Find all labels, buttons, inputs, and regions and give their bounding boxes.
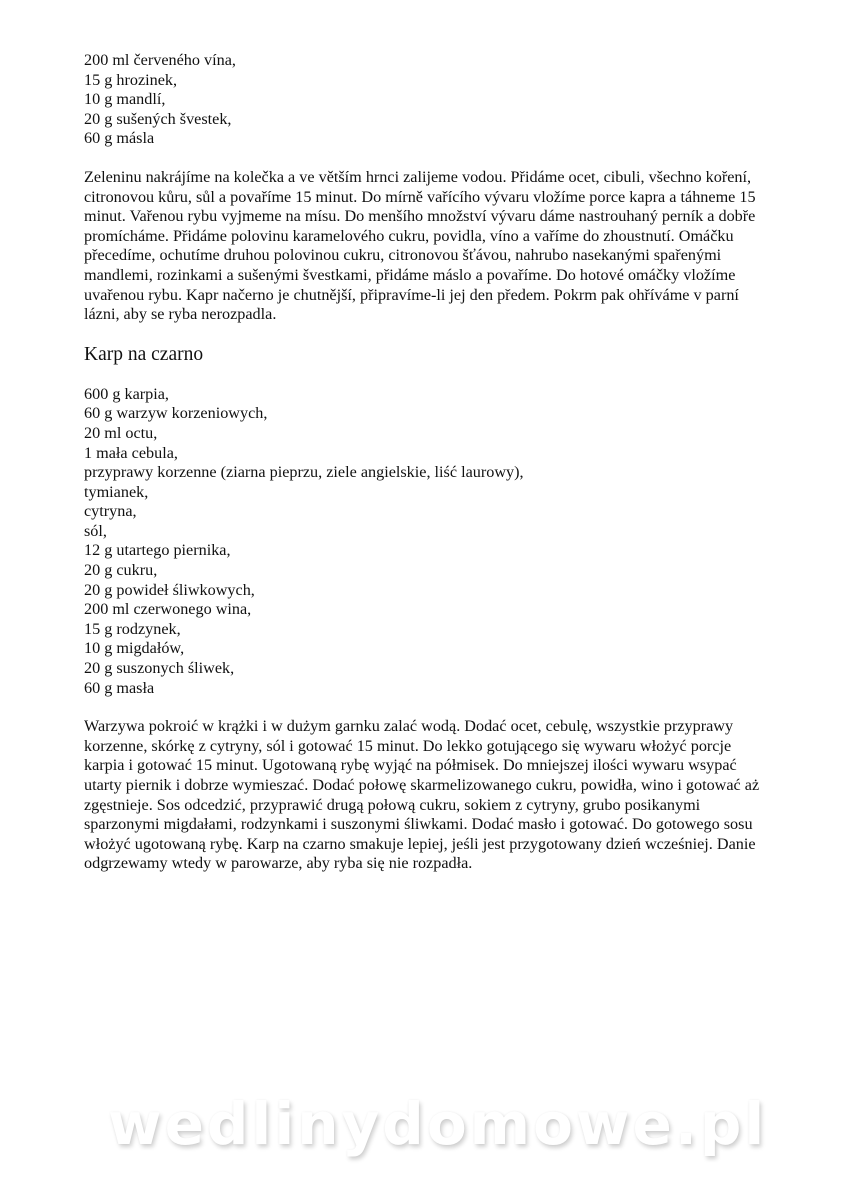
ingredient-line: 10 g mandlí,: [84, 90, 166, 109]
ingredient-line: 12 g utartego piernika,: [84, 541, 231, 560]
ingredient-line: 20 g powideł śliwkowych,: [84, 580, 255, 599]
paragraph-line: uvařenou rybu. Kapr načerno je chutnější, připravíme-li jej den předem. Pokrm pak ohříváme v parní: [84, 285, 739, 304]
paragraph-line: sparzonymi migdałami, rodzynkami i suszonymi śliwkami. Dodać masło i gotować. Do gotowego sosu: [84, 815, 753, 834]
ingredient-line: 20 g sušených švestek,: [84, 109, 232, 128]
ingredient-line: tymianek,: [84, 482, 149, 501]
paragraph-line: Zeleninu nakrájíme na kolečka a ve větším hrnci zalijeme vodou. Přidáme ocet, cibuli, všechno koření,: [84, 167, 752, 186]
ingredient-line: 20 g cukru,: [84, 561, 158, 580]
ingredient-line: przyprawy korzenne (ziarna pieprzu, ziele angielskie, liść laurowy),: [84, 463, 524, 482]
ingredient-line: 600 g karpia,: [84, 384, 169, 403]
document-page: [84, 51, 834, 874]
paragraph-line: citronovou kůru, sůl a povaříme 15 minut. Do mírně vařícího vývaru vložíme porce kapra a táhneme 15: [84, 187, 756, 206]
ingredient-line: sól,: [84, 521, 107, 540]
ingredient-line: 60 g masła: [84, 678, 155, 697]
paragraph-line: włożyć ugotowaną rybę. Karp na czarno smakuje lepiej, jeśli jest przygotowany dzień wcześniej. Danie: [84, 834, 756, 853]
paragraph-line: přecedíme, ochutíme druhou polovinou cukru, citronovou šťávou, nahrubo nasekanými spařenými: [84, 246, 722, 265]
paragraph-line: odgrzewamy wtedy w parowarze, aby ryba się nie rozpadła.: [84, 854, 473, 873]
ingredient-line: 15 g rodzynek,: [84, 619, 181, 638]
paragraph-line: minut. Vařenou rybu vyjmeme na mísu. Do menšího množství vývaru dáme nastrouhaný perník a dobře: [84, 207, 756, 226]
ingredient-line: cytryna,: [84, 502, 137, 521]
ingredient-line: 20 ml octu,: [84, 423, 158, 442]
polish-ingredient-list: [84, 385, 834, 699]
ingredient-line: 20 g suszonych śliwek,: [84, 659, 235, 678]
paragraph-line: karpia i gotować 15 minut. Ugotowaną rybę wyjąć na półmisek. Do mniejszej ilości wywaru wsypać: [84, 756, 737, 775]
ingredient-line: 200 ml červeného vína,: [84, 51, 236, 69]
watermark: wedlinydomowe.pl: [108, 1090, 768, 1158]
recipe-title: Karp na czarno: [84, 343, 204, 365]
ingredient-line: 1 mała cebula,: [84, 443, 178, 462]
paragraph-line: korzenne, skórkę z cytryny, sól i gotować 15 minut. Do lekko gotującego się wywaru włożyć porcje: [84, 736, 732, 755]
paragraph-line: utarty piernik i dobrze wymieszać. Dodać połowę skarmelizowanego cukru, powidła, wino i gotować aż: [84, 776, 760, 794]
paragraph-line: lázni, aby se ryba nerozpadla.: [84, 305, 277, 324]
paragraph-line: Warzywa pokroić w krążki i w dużym garnku zalać wodą. Dodać ocet, cebulę, wszystkie przyprawy: [84, 717, 734, 736]
ingredient-line: 200 ml czerwonego wina,: [84, 600, 252, 619]
ingredient-line: 15 g hrozinek,: [84, 70, 178, 89]
paragraph-line: promícháme. Přidáme polovinu karamelového cukru, povidla, víno a vaříme do zhoustnutí. Omáčku: [84, 226, 734, 245]
ingredient-line: 10 g migdałów,: [84, 639, 185, 658]
czech-instructions-paragraph: [84, 168, 834, 325]
paragraph-line: mandlemi, rozinkami a sušenými švestkami, přidáme máslo a povaříme. Do hotové omáčky vložíme: [84, 265, 736, 284]
ingredient-line: 60 g másla: [84, 129, 155, 148]
ingredient-line: 60 g warzyw korzeniowych,: [84, 404, 268, 423]
paragraph-line: zgęstnieje. Sos odcedzić, przyprawić drugą połową cukru, sokiem z cytryny, grubo posikanymi: [84, 795, 701, 814]
czech-ingredient-list: [84, 51, 834, 149]
polish-instructions-paragraph: [84, 717, 834, 874]
